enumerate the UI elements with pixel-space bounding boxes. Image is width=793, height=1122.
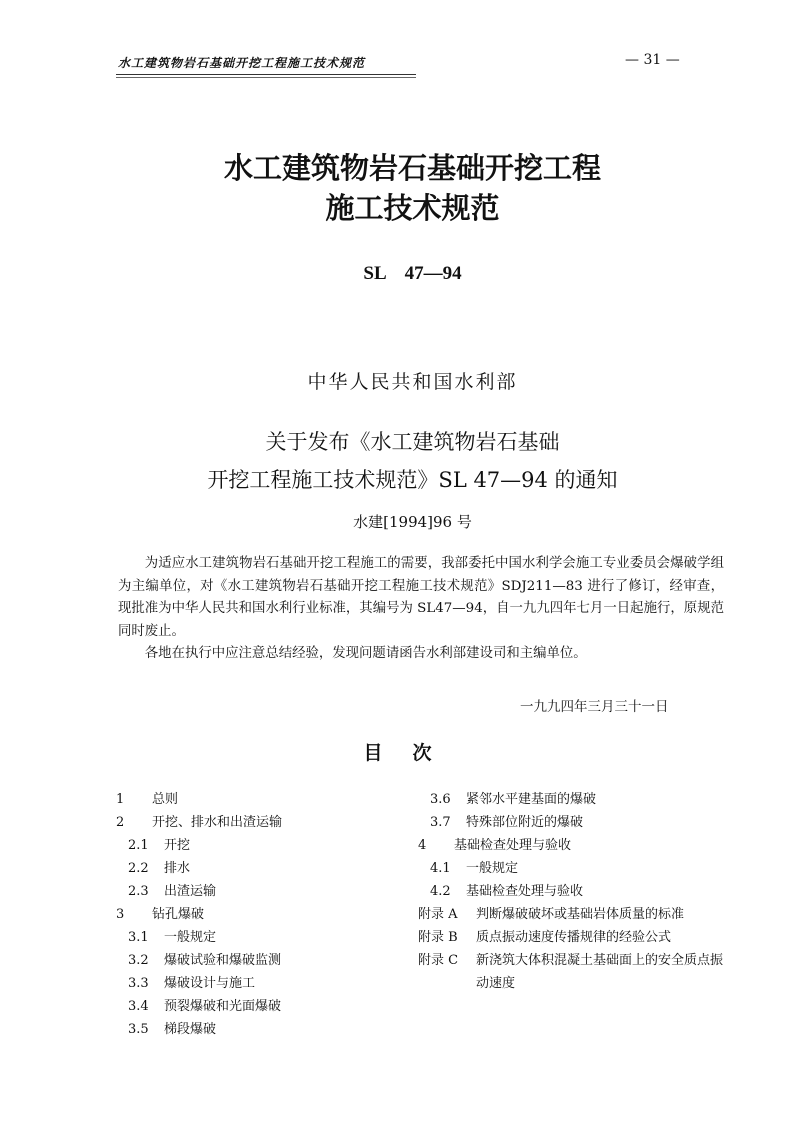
toc-label: 基础检查处理与验收: [466, 884, 584, 899]
page-number: — 31 —: [625, 52, 680, 68]
toc-item[interactable]: [116, 857, 282, 880]
toc-number: 3.5: [128, 1022, 149, 1037]
toc-number: 3.4: [128, 999, 149, 1014]
header-rule: [116, 74, 416, 75]
toc-label: 紧邻水平建基面的爆破: [466, 792, 597, 807]
toc-item[interactable]: [418, 788, 726, 811]
toc-number: 附录 A: [418, 907, 458, 922]
toc-number: 4: [418, 838, 427, 853]
toc-number: 3.1: [128, 930, 149, 945]
toc-heading: 目次: [363, 742, 462, 764]
toc-label: 开挖: [164, 838, 191, 853]
toc-appendix[interactable]: [418, 903, 726, 926]
toc-item[interactable]: [116, 972, 282, 995]
toc-appendix[interactable]: [418, 949, 726, 995]
toc-label: 爆破设计与施工: [164, 976, 256, 991]
toc-label: 排水: [164, 861, 191, 876]
notice-title-1: 关于发布《水工建筑物岩石基础: [265, 430, 560, 454]
toc-item[interactable]: [116, 1018, 282, 1041]
toc-item[interactable]: [116, 926, 282, 949]
toc-number: 2.2: [128, 861, 149, 876]
toc-label: 预裂爆破和光面爆破: [164, 999, 282, 1014]
toc-left-column: [116, 788, 282, 1041]
document-number: 水建[1994]96 号: [353, 513, 472, 531]
toc-item[interactable]: [116, 834, 282, 857]
toc-number: 2.3: [128, 884, 149, 899]
toc-number: 4.1: [430, 861, 451, 876]
toc-number: 3: [116, 907, 125, 922]
toc-appendix[interactable]: [418, 926, 726, 949]
toc-label: 钻孔爆破: [152, 907, 205, 922]
toc-number: 3.7: [430, 815, 451, 830]
title-line-2: 施工技术规范: [325, 191, 500, 225]
toc-label: 一般规定: [466, 861, 519, 876]
toc-label: 一般规定: [164, 930, 217, 945]
running-title: 水工建筑物岩石基础开挖工程施工技术规范: [118, 56, 366, 70]
toc-number: 4.2: [430, 884, 451, 899]
toc-item[interactable]: [116, 949, 282, 972]
toc-label: 基础检查处理与验收: [454, 838, 572, 853]
toc-number: 附录 B: [418, 930, 458, 945]
toc-item[interactable]: [418, 880, 726, 903]
toc-number: 3.2: [128, 953, 149, 968]
toc-item[interactable]: [418, 857, 726, 880]
toc-item[interactable]: [418, 811, 726, 834]
toc-label: 开挖、排水和出渣运输: [152, 815, 283, 830]
paragraph: 为适应水工建筑物岩石基础开挖工程施工的需要，我部委托中国水利学会施工专业委员会爆破学组为主编单位，对《水工建筑物岩石基础开挖工程施工技术规范》SDJ211—83 进行了修订，经审查，现批准为中华人民共和国水利行业标准，其编号为 SL47—94，自一九九四年七月一日起施行，原规范同时废止。: [118, 556, 724, 639]
toc-number: 2.1: [128, 838, 149, 853]
toc-label: 新浇筑大体积混凝土基础面上的安全质点振动速度: [476, 953, 724, 991]
toc-label: 判断爆破破坏或基础岩体质量的标准: [476, 907, 685, 922]
toc-label: 质点振动速度传播规律的经验公式: [476, 930, 672, 945]
toc-item[interactable]: [418, 834, 726, 857]
notice-body: [118, 553, 724, 666]
toc-number: 3.3: [128, 976, 149, 991]
toc-label: 出渣运输: [164, 884, 217, 899]
header-rule: [116, 77, 416, 78]
paragraph: 各地在执行中应注意总结经验，发现问题请函告水利部建设司和主编单位。: [144, 646, 587, 662]
notice-title-2: 开挖工程施工技术规范》SL 47—94 的通知: [207, 468, 618, 492]
toc-label: 特殊部位附近的爆破: [466, 815, 584, 830]
toc-right-column: [418, 788, 726, 995]
toc-item[interactable]: [116, 995, 282, 1018]
toc-label: 爆破试验和爆破监测: [164, 953, 282, 968]
toc-item[interactable]: [116, 880, 282, 903]
toc-label: 总则: [152, 792, 179, 807]
toc-number: 附录 C: [418, 953, 459, 968]
toc-number: 2: [116, 815, 125, 830]
title-line-1: 水工建筑物岩石基础开挖工程: [223, 151, 601, 185]
date: 一九九四年三月三十一日: [520, 699, 669, 715]
toc-item[interactable]: [116, 788, 282, 811]
toc-item[interactable]: [116, 811, 282, 834]
toc-item[interactable]: [116, 903, 282, 926]
standard-code: SL 47—94: [363, 263, 462, 284]
toc-number: 1: [116, 792, 125, 807]
issuer: 中华人民共和国水利部: [307, 371, 518, 393]
toc-label: 梯段爆破: [164, 1022, 217, 1037]
toc-number: 3.6: [430, 792, 451, 807]
